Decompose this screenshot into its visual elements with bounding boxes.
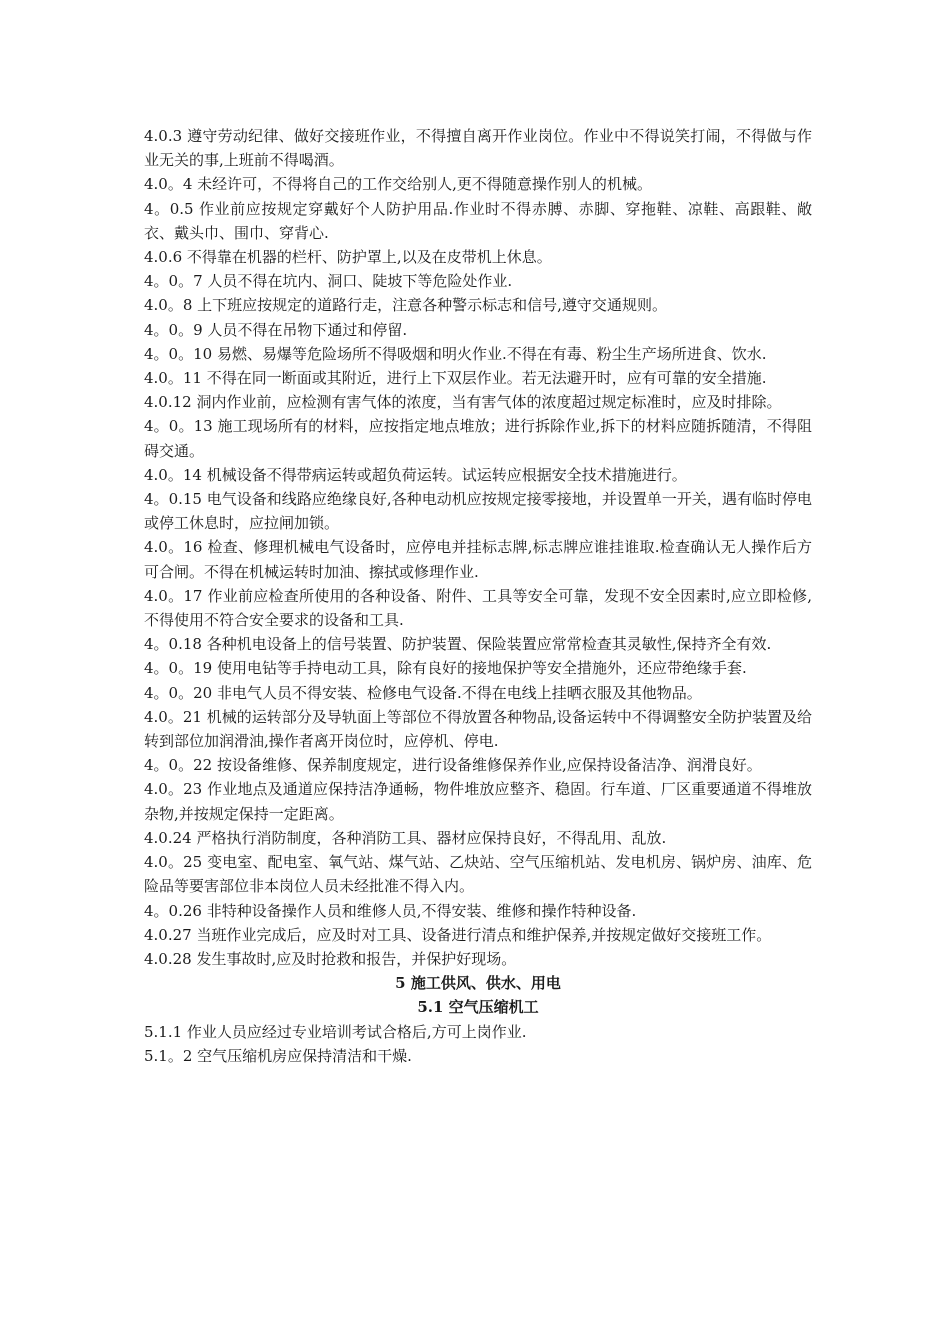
paragraph: 4。0。20 非电气人员不得安装、检修电气设备.不得在电线上挂晒衣服及其他物品。	[144, 683, 702, 702]
paragraph: 4.0。8 上下班应按规定的道路行走，注意各种警示标志和信号,遵守交通规则。	[144, 296, 667, 315]
paragraph: 4.0.3 遵守劳动纪律、做好交接班作业，不得擅自离开作业岗位。作业中不得说笑打闹，不得做与作业无关的事,上班前不得喝酒。	[144, 127, 812, 170]
paragraph: 4.0。17 作业前应检查所使用的各种设备、附件、工具等安全可靠，发现不安全因素时,应立即检修,不得使用不符合安全要求的设备和工具.	[144, 586, 812, 630]
paragraph: 4。0。9 人员不得在吊物下通过和停留.	[144, 320, 408, 339]
paragraph: 4。0。19 使用电钻等手持电动工具，除有良好的接地保护等安全措施外，还应带绝缘手套.	[144, 659, 747, 678]
paragraph: 4。0.15 电气设备和线路应绝缘良好,各种电动机应按规定接零接地，并设置单一开关，遇有临时停电或停工休息时，应拉闸加锁。	[144, 490, 812, 533]
paragraph: 4。0.5 作业前应按规定穿戴好个人防护用品.作业时不得赤膊、赤脚、穿拖鞋、凉鞋、高跟鞋、敞衣、戴头巾、围巾、穿背心.	[144, 199, 812, 242]
paragraph: 4.0.28 发生事故时,应及时抢救和报告，并保护好现场。	[144, 949, 517, 968]
paragraph: 4.0。4 未经许可，不得将自己的工作交给别人,更不得随意操作别人的机械。	[144, 175, 652, 194]
paragraph: 4.0.6 不得靠在机器的栏杆、防护罩上,以及在皮带机上休息。	[144, 248, 552, 267]
subsection-heading: 5.1 空气压缩机工	[417, 998, 539, 1017]
paragraph: 4.0。11 不得在同一断面或其附近，进行上下双层作业。若无法避开时，应有可靠的安全措施.	[144, 369, 767, 388]
paragraph: 5.1。2 空气压缩机房应保持清洁和干燥.	[144, 1046, 412, 1065]
paragraph: 4.0。21 机械的运转部分及导轨面上等部位不得放置各种物品,设备运转中不得调整安全防护装置及给转到部位加润滑油,操作者离开岗位时，应停机、停电.	[144, 707, 812, 751]
paragraph: 4.0.24 严格执行消防制度，各种消防工具、器材应保持良好，不得乱用、乱放.	[144, 828, 667, 847]
paragraph: 4.0.12 洞内作业前，应检测有害气体的浓度，当有害气体的浓度超过规定标准时，应及时排除。	[144, 393, 782, 412]
paragraph: 4。0.26 非特种设备操作人员和维修人员,不得安装、维修和操作特种设备.	[144, 901, 637, 920]
paragraph: 5.1.1 作业人员应经过专业培训考试合格后,方可上岗作业.	[144, 1022, 527, 1041]
paragraph: 4.0。23 作业地点及通道应保持洁净通畅，物件堆放应整齐、稳固。行车道、厂区重要通道不得堆放杂物,并按规定保持一定距离。	[144, 780, 812, 823]
paragraph: 4.0。16 检查、修理机械电气设备时，应停电并挂标志牌,标志牌应谁挂谁取.检查确认无人操作后方可合闸。不得在机械运转时加油、擦拭或修理作业.	[144, 538, 812, 581]
paragraph: 4.0。25 变电室、配电室、氧气站、煤气站、乙炔站、空气压缩机站、发电机房、锅炉房、油库、危险品等要害部位非本岗位人员未经批准不得入内。	[144, 853, 812, 896]
paragraph: 4.0.27 当班作业完成后，应及时对工具、设备进行清点和维护保养,并按规定做好交接班工作。	[144, 925, 772, 944]
paragraph: 4。0.18 各种机电设备上的信号装置、防护装置、保险装置应常常检查其灵敏性,保持齐全有效.	[144, 635, 772, 654]
paragraph: 4。0。22 按设备维修、保养制度规定，进行设备维修保养作业,应保持设备洁净、润滑良好。	[144, 756, 762, 775]
document-body	[144, 124, 812, 1068]
paragraph: 4。0。7 人员不得在坑内、洞口、陡坡下等危险处作业.	[144, 272, 513, 291]
paragraph: 4。0。13 施工现场所有的材料，应按指定地点堆放；进行拆除作业,拆下的材料应随拆随清，不得阻碍交通。	[144, 417, 812, 460]
section-heading: 5 施工供风、供水、用电	[395, 974, 561, 993]
paragraph: 4。0。10 易燃、易爆等危险场所不得吸烟和明火作业.不得在有毒、粉尘生产场所进食、饮水.	[144, 344, 767, 363]
paragraph: 4.0。14 机械设备不得带病运转或超负荷运转。试运转应根据安全技术措施进行。	[144, 465, 687, 484]
